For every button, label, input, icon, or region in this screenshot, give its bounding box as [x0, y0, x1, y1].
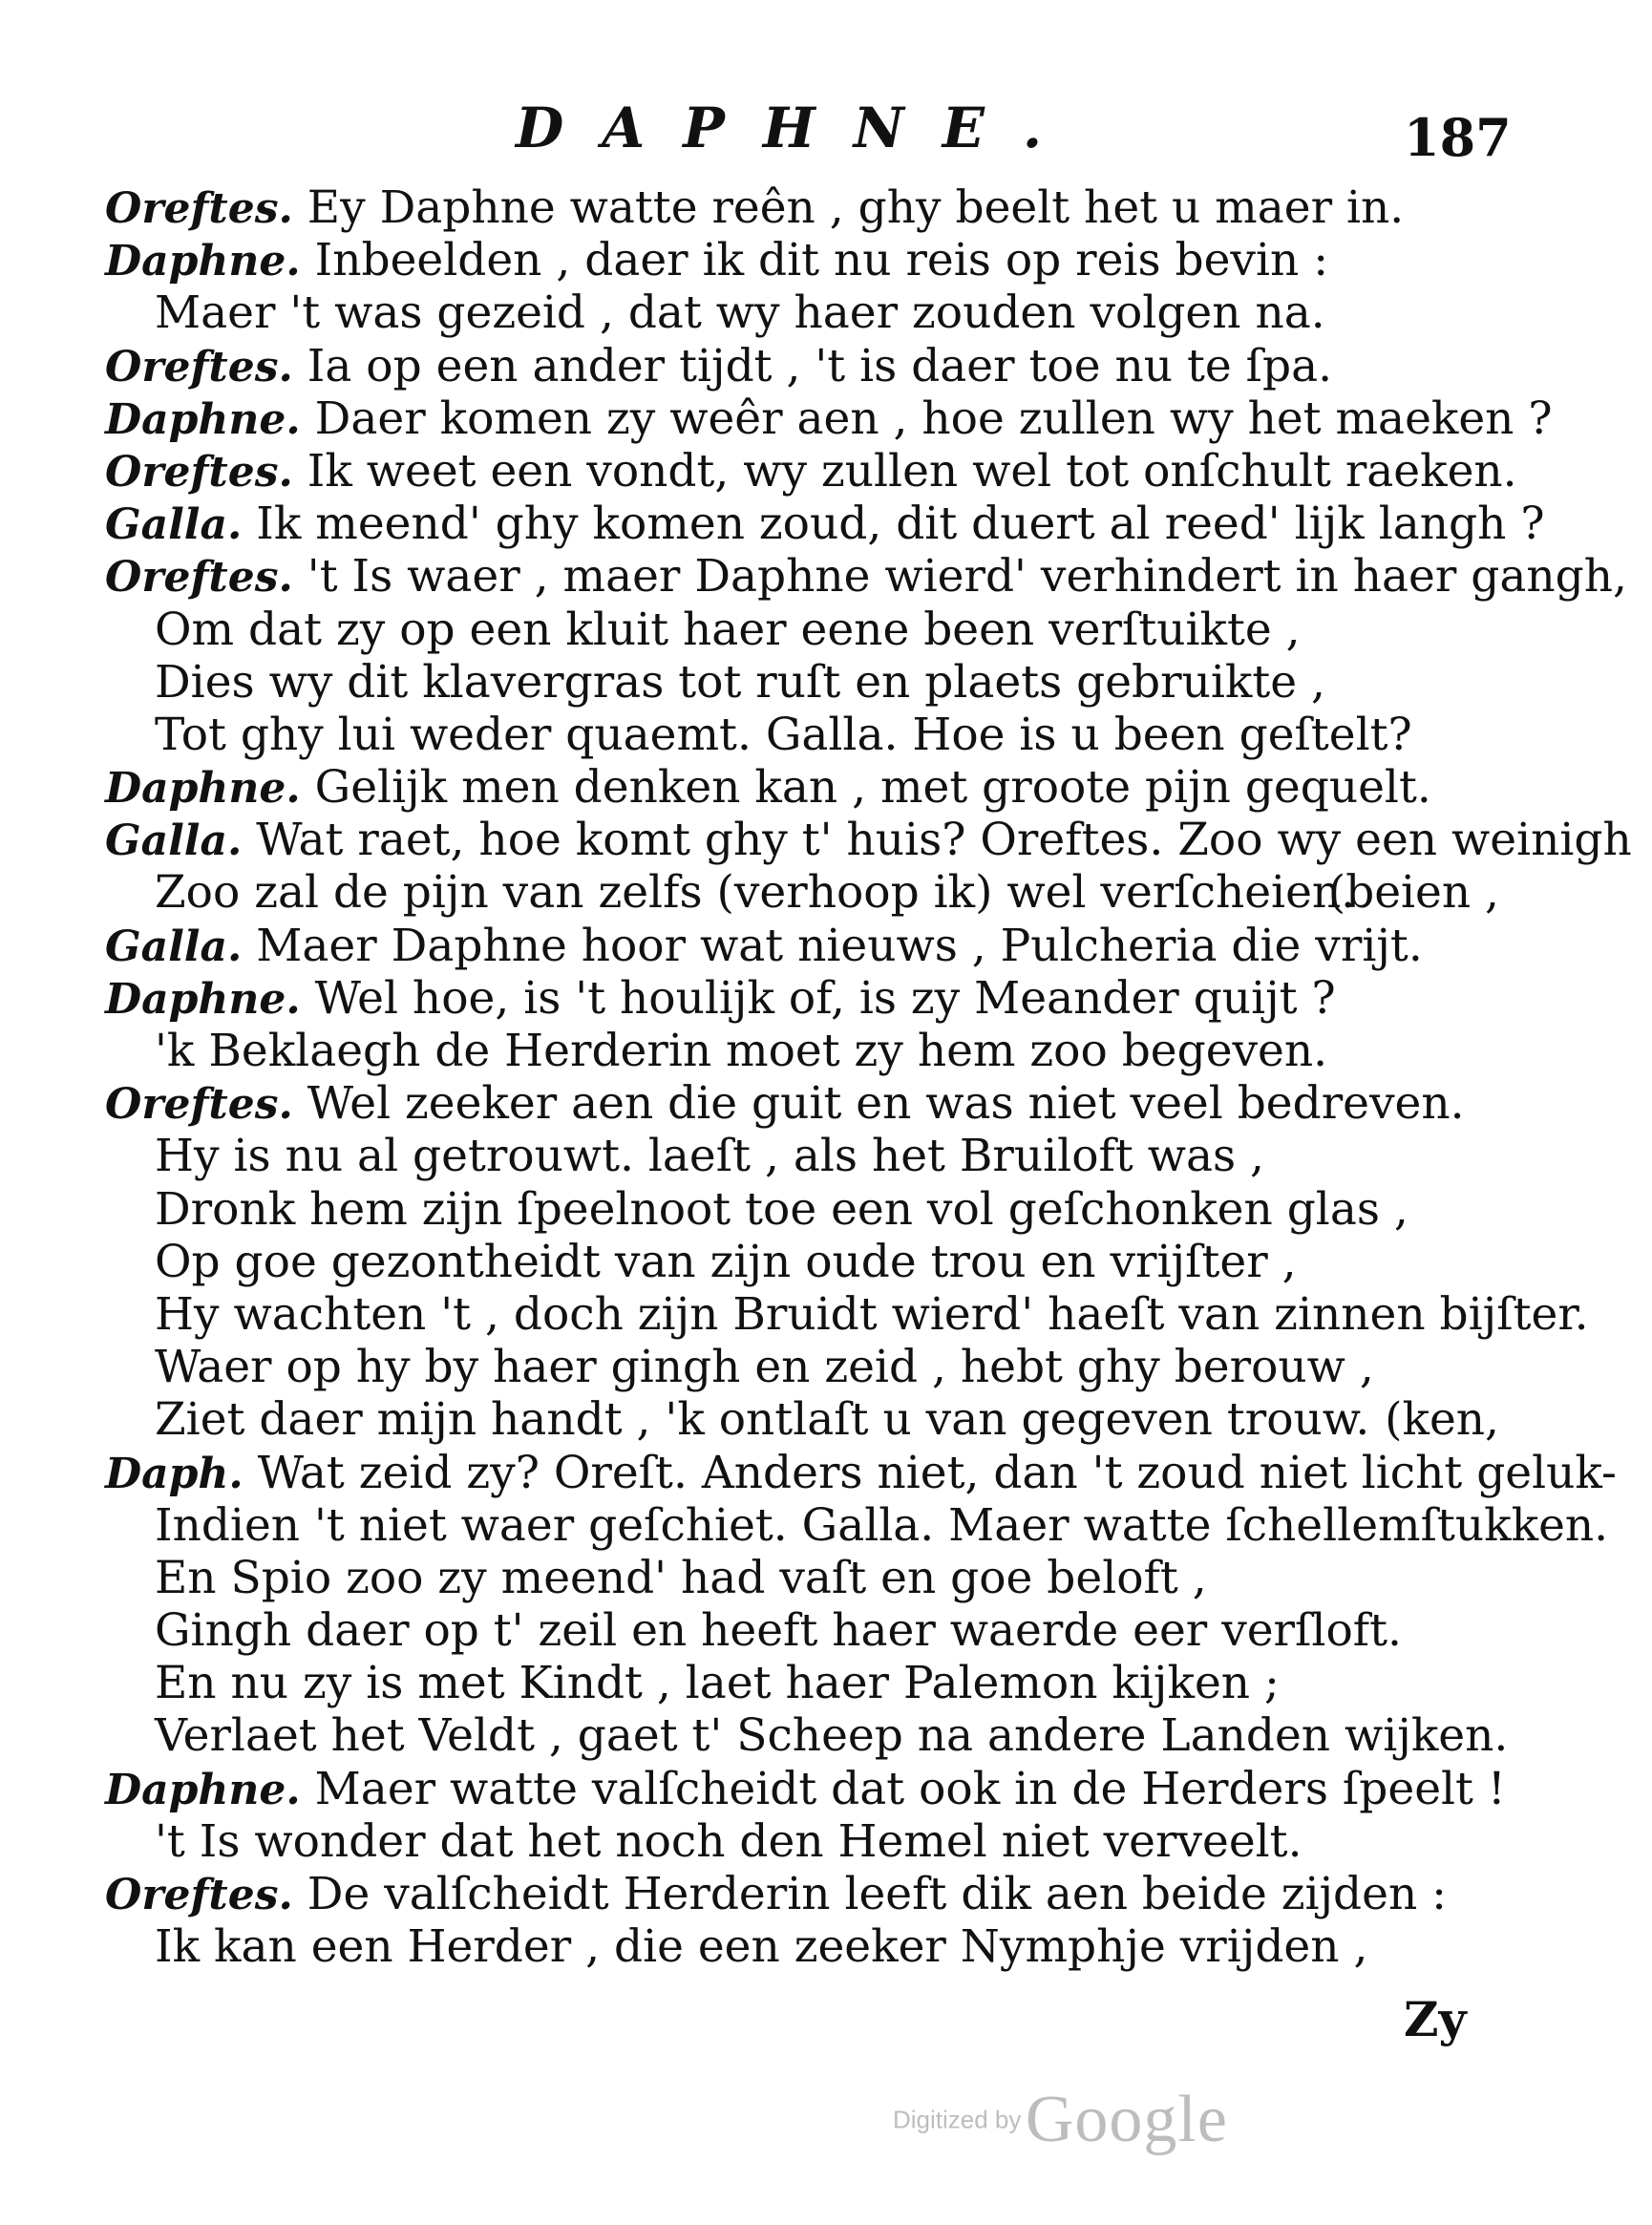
play-text — [105, 181, 1632, 1974]
speech-text: En Spio zoo zy meend' had vaſt en goe beloft , — [155, 1551, 1207, 1604]
speech-text: Wat zeid zy? Oreſt. Anders niet, dan 't zoud niet licht geluk- — [243, 1446, 1617, 1499]
digitized-watermark — [893, 2082, 1228, 2158]
verse-turnover: (beien , — [1327, 866, 1499, 920]
text-line — [105, 656, 1499, 709]
speaker-name: Galla. — [105, 922, 243, 971]
speech-text: Ey Daphne watte reên , ghy beelt het u maer in. — [292, 181, 1405, 234]
speech-text: De valſcheidt Herderin leeft dik aen beide zijden : — [292, 1868, 1448, 1920]
text-line — [105, 814, 1632, 867]
text-line — [105, 972, 1499, 1025]
speaker-name: Daphne. — [105, 237, 301, 286]
text-line — [105, 286, 1499, 339]
text-line — [105, 1183, 1499, 1236]
speech-text: Op goe gezontheidt van zijn oude trou en vrijſter , — [155, 1235, 1297, 1288]
speech-text: Hy wachten 't , doch zijn Bruidt wierd' haeſt van zinnen bijſter. — [155, 1287, 1589, 1341]
speech-text: Waer op hy by haer gingh en zeid , hebt ghy berouw , — [155, 1341, 1374, 1394]
text-line — [105, 1762, 1506, 1815]
speech-text: Wel zeeker aen die guit en was niet veel bedreven. — [292, 1077, 1465, 1131]
text-line — [105, 444, 1517, 498]
watermark-logo: Google — [1025, 2083, 1228, 2156]
speaker-name: Daphne. — [105, 394, 301, 444]
speaker-name: Oreftes. — [105, 553, 293, 603]
speech-text: Om dat zy op een kluit haer eene been verſtuikte , — [155, 603, 1301, 656]
speech-text: Zoo zal de pijn van zelfs (verhoop ik) wel verſcheien. — [155, 866, 1356, 920]
speaker-name: Oreftes. — [105, 1080, 293, 1130]
text-line — [105, 1498, 1609, 1552]
text-line — [105, 1077, 1499, 1130]
text-line — [105, 1446, 1617, 1499]
catchword: Zy — [1404, 1991, 1467, 2047]
watermark-prefix: Digitized by — [893, 2105, 1022, 2134]
speaker-name: Galla. — [105, 816, 243, 866]
text-line — [105, 550, 1627, 604]
speech-text: Hy is nu al getrouwt. laeſt , als het Bruiloft was , — [155, 1130, 1264, 1183]
verse-turnover: (ken, — [1385, 1393, 1499, 1447]
text-line — [105, 604, 1499, 656]
speech-text: Maer Daphne hoor wat nieuws , Pulcheria die vrijt. — [242, 919, 1423, 972]
speech-text: Ik weet een vondt, wy zullen wel tot onſchult raeken. — [292, 444, 1517, 498]
text-line — [105, 866, 1499, 919]
speaker-name: Oreftes. — [105, 447, 293, 497]
speech-text: Dronk hem zijn ſpeelnoot toe een vol geſchonken glas , — [155, 1182, 1408, 1236]
text-line — [105, 1657, 1499, 1709]
text-line — [105, 1552, 1499, 1604]
speaker-name: Daphne. — [105, 1765, 301, 1814]
speaker-name: Daphne. — [105, 764, 301, 814]
speaker-name: Galla. — [105, 500, 243, 550]
speech-text: Ik meend' ghy komen zoud, dit duert al reed' lijk langh ? — [242, 498, 1545, 551]
text-line — [105, 1815, 1499, 1868]
speech-text: Inbeelden , daer ik dit nu reis op reis bevin : — [300, 234, 1329, 287]
speaker-name: Daph. — [105, 1449, 244, 1498]
text-line — [105, 234, 1499, 286]
text-line — [105, 181, 1499, 234]
speech-text: Gelijk men denken kan , met groote pijn gequelt. — [300, 761, 1431, 815]
speech-text: Wel hoe, is 't houlijk of, is zy Meander quijt ? — [300, 971, 1336, 1025]
speech-text: Gingh daer op t' zeil en heeft haer waerde eer verſloft. — [155, 1604, 1402, 1658]
text-line — [105, 920, 1499, 972]
speech-text: Tot ghy lui weder quaemt. Galla. Hoe is u been geſtelt? — [155, 708, 1412, 761]
text-line — [105, 1287, 1589, 1341]
speaker-name: Oreftes. — [105, 184, 293, 233]
speaker-name: Oreftes. — [105, 342, 293, 392]
speech-text: Daer komen zy weêr aen , hoe zullen wy het maeken ? — [300, 392, 1553, 445]
speech-text: Ia op een ander tijdt , 't is daer toe nu te ſpa. — [292, 339, 1333, 392]
speech-text: Verlaet het Veldt , gaet t' Scheep na andere Landen wijken. — [155, 1709, 1509, 1763]
text-line — [105, 1920, 1499, 1973]
text-line — [105, 1604, 1499, 1657]
text-line — [105, 340, 1499, 392]
speaker-name: Daphne. — [105, 974, 301, 1024]
text-line — [105, 1341, 1499, 1393]
text-line — [105, 709, 1499, 761]
text-line — [105, 498, 1545, 551]
speech-text: Maer 't was gezeid , dat wy haer zouden volgen na. — [155, 286, 1325, 340]
speech-text: Indien 't niet waer geſchiet. Galla. Maer watte ſchellemſtukken. — [155, 1498, 1609, 1552]
speech-text: Dies wy dit klavergras tot ruſt en plaets gebruikte , — [155, 655, 1325, 709]
speech-text: Ik kan een Herder , die een zeeker Nymphje vrijden , — [155, 1920, 1368, 1974]
text-line — [105, 1236, 1499, 1288]
speech-text: 't Is waer , maer Daphne wierd' verhindert in haer gangh, — [292, 550, 1627, 604]
text-line — [105, 1709, 1509, 1763]
text-line — [105, 392, 1553, 445]
speech-text: 'k Beklaegh de Herderin moet zy hem zoo begeven. — [155, 1025, 1328, 1077]
text-line — [105, 761, 1499, 814]
text-line — [105, 1130, 1499, 1182]
speech-text: Maer watte valſcheidt dat ook in de Herders ſpeelt ! — [300, 1762, 1506, 1815]
speech-text: En nu zy is met Kindt , laet haer Palemon kijken ; — [155, 1657, 1280, 1710]
speaker-name: Oreftes. — [105, 1871, 293, 1919]
text-line — [105, 1868, 1499, 1920]
page-number: 187 — [1404, 107, 1512, 168]
speech-text: Ziet daer mijn handt , 'k ontlaſt u van gegeven trouw. — [155, 1393, 1370, 1447]
speech-text: Wat raet, hoe komt ghy t' huis? Oreftes. Zoo wy een weinigh — [242, 814, 1632, 867]
text-line — [105, 1393, 1499, 1446]
speech-text: 't Is wonder dat het noch den Hemel niet verveelt. — [155, 1814, 1303, 1868]
text-line — [105, 1025, 1499, 1077]
running-title: DAPHNE. — [516, 95, 1081, 160]
